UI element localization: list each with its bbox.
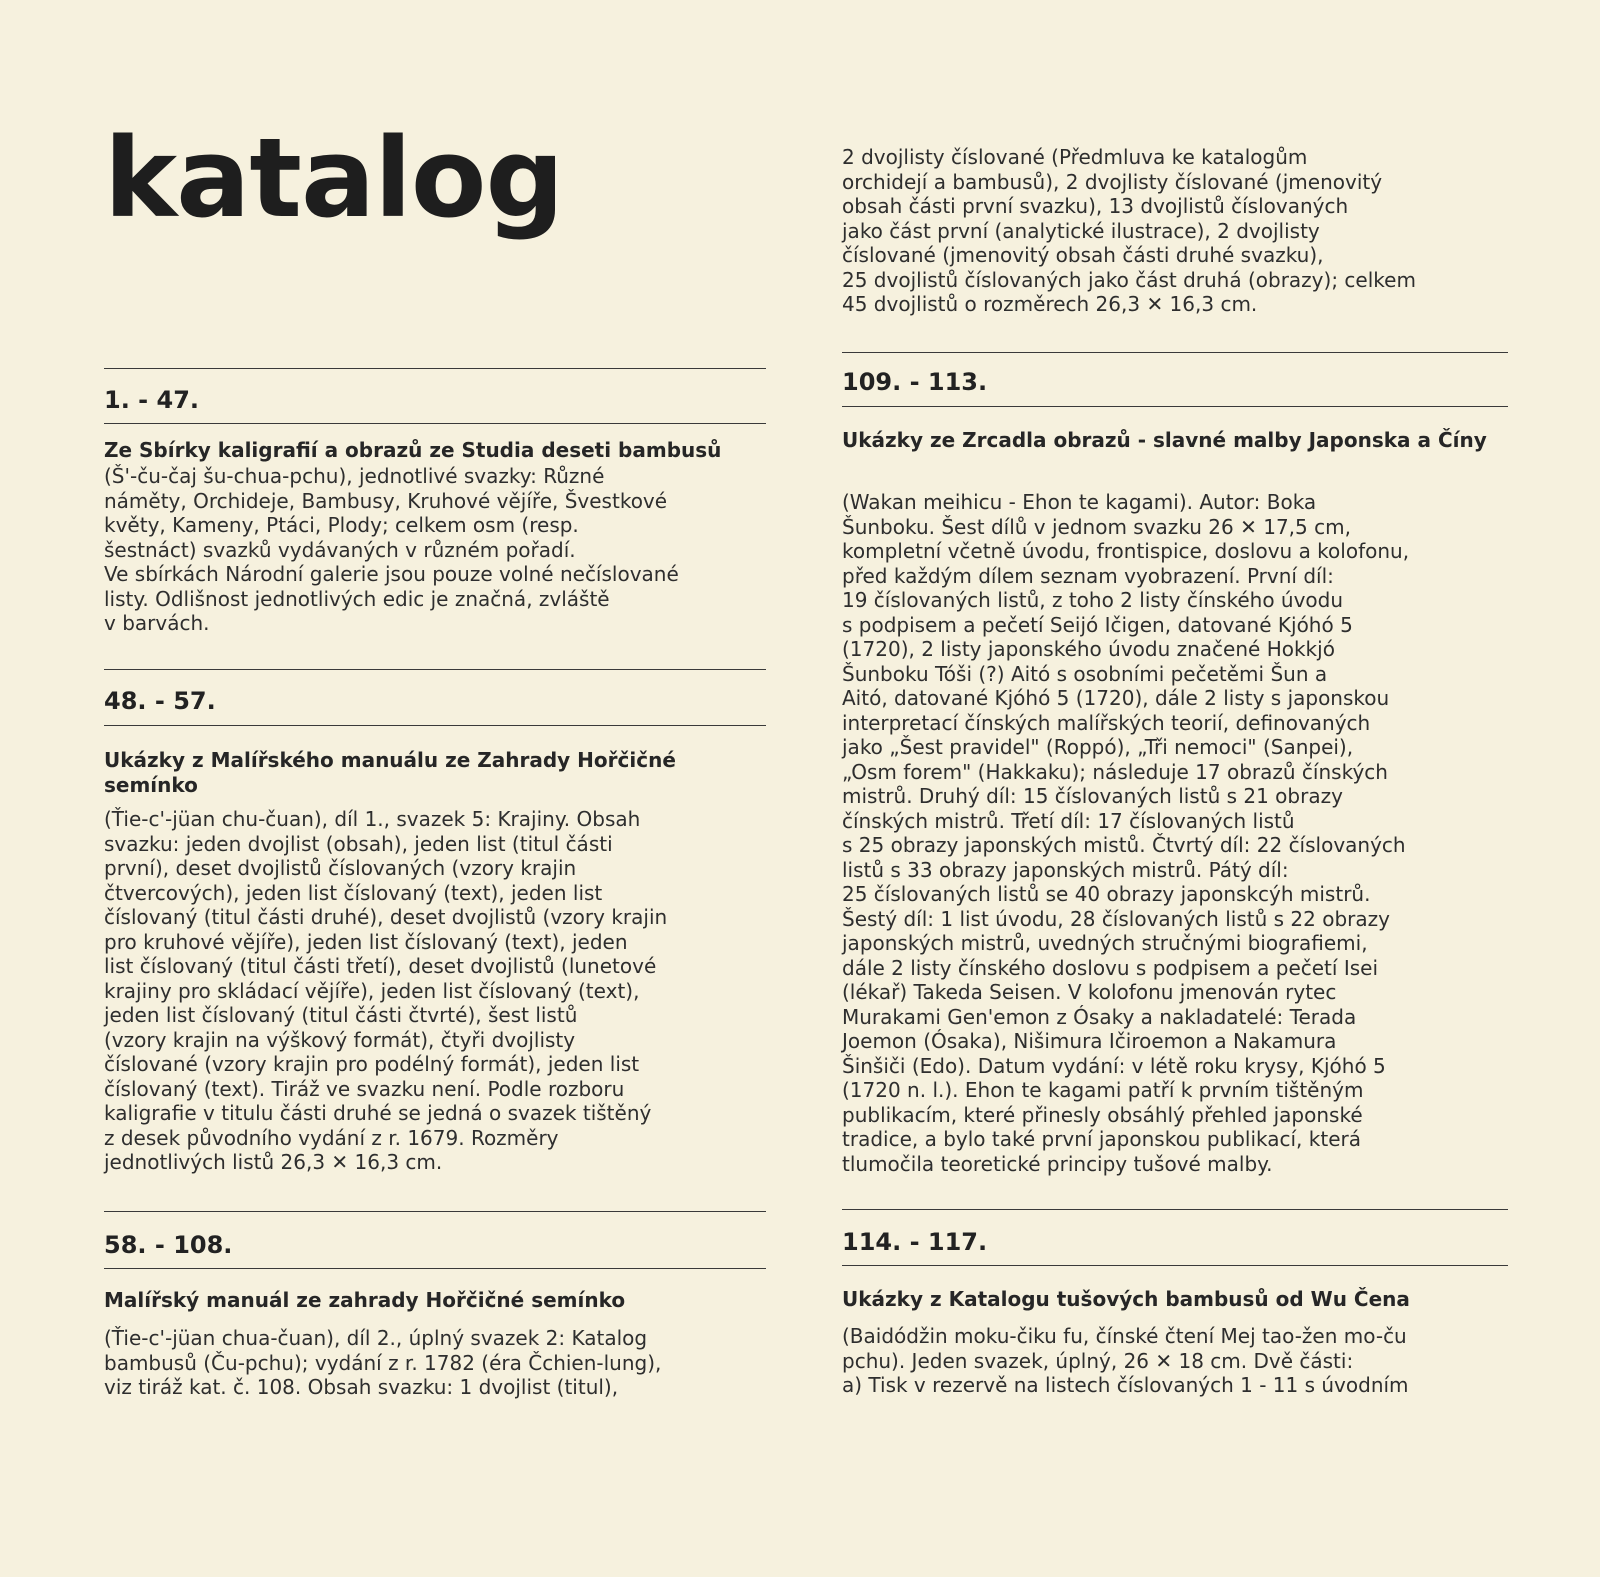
text-line: jako část první (analytické ilustrace), 2 dvojlisty xyxy=(842,218,1320,243)
text-line: orchidejí a bambusů), 2 dvojlisty číslované (jmenovitý xyxy=(842,169,1383,194)
section-number: 114. - 117. xyxy=(842,1228,988,1256)
text-line: jeden list číslovaný (titul části čtvrté), šest listů xyxy=(104,1003,578,1027)
section-number: 1. - 47. xyxy=(104,386,200,414)
text-line: Šunboku. Šest dílů v jednom svazku 26 ✕ 17,5 cm, xyxy=(842,514,1351,539)
text-line: (1720), 2 listy japonského úvodu značené Hokkjó xyxy=(842,637,1335,661)
text-line: Šinšiči (Edo). Datum vydání: v létě roku krysy, Kjóhó 5 xyxy=(842,1053,1386,1078)
text-line: (Š'-ču-čaj šu-chua-pchu), jednotlivé svazky: Různé xyxy=(104,464,605,488)
text-line: kompletní včetně úvodu, frontispice, doslovu a kolofonu, xyxy=(842,539,1410,563)
text-line: 2 dvojlisty číslované (Předmluva ke katalogům xyxy=(842,145,1308,169)
section-text xyxy=(104,807,766,1175)
text-line: japonských mistrů, uvedných stručnými biografiemi, xyxy=(842,931,1368,955)
section-text xyxy=(104,1326,766,1400)
section-heading: Ukázky z Malířského manuálu ze Zahrady Hořčičné semínko xyxy=(104,748,676,797)
text-line: jako „Šest pravidel" (Roppó), „Tři nemoci" (Sanpei), xyxy=(842,735,1354,759)
text-line: 25 číslovaných listů se 40 obrazy japonskcýh mistrů. xyxy=(842,882,1371,906)
text-line: dále 2 listy čínského doslovu s podpisem a pečetí Isei xyxy=(842,955,1378,980)
text-line: číslovaný (titul části druhé), deset dvojlistů (vzory krajin xyxy=(104,905,668,929)
text-line: (Ťie-c'-jüan chua-čuan), díl 2., úplný svazek 2: Katalog xyxy=(104,1326,648,1350)
text-line: před každým dílem seznam vyobrazení. První díl: xyxy=(842,563,1334,588)
text-line: mistrů. Druhý díl: 15 číslovaných listů s 21 obrazy xyxy=(842,784,1343,808)
section-heading: Ze Sbírky kaligrafií a obrazů ze Studia deseti bambusů xyxy=(104,438,722,462)
text-line: kaligrafie v titulu části druhé se jedná o svazek tištěný xyxy=(104,1101,652,1125)
divider xyxy=(104,1268,766,1269)
section-text xyxy=(842,1324,1508,1398)
divider xyxy=(104,1211,766,1212)
text-line: Šestý díl: 1 list úvodu, 28 číslovaných listů s 22 obrazy xyxy=(842,906,1390,931)
text-line: číslovaný (text). Tiráž ve svazku není. Podle rozboru xyxy=(104,1076,625,1101)
text-line: svazku: jeden dvojlist (obsah), jeden list (titul části xyxy=(104,831,613,856)
text-line: Aitó, datované Kjóhó 5 (1720), dále 2 listy s japonskou xyxy=(842,686,1390,710)
divider xyxy=(842,406,1508,407)
text-line: náměty, Orchideje, Bambusy, Kruhové vějíře, Švestkové xyxy=(104,488,668,513)
divider xyxy=(842,352,1508,353)
divider xyxy=(104,368,766,369)
text-line: pchu). Jeden svazek, úplný, 26 ✕ 18 cm. Dvě části: xyxy=(842,1348,1354,1373)
section-number: 48. - 57. xyxy=(104,687,216,715)
text-line: tradice, a bylo také první japonskou publikací, která xyxy=(842,1127,1361,1151)
text-line: Šunboku Tóši (?) Aitó s osobními pečetěmi Šun a xyxy=(842,661,1328,686)
text-line: obsah části první svazku), 13 dvojlistů číslovaných xyxy=(842,194,1349,218)
text-line: (1720 n. l.). Ehon te kagami patří k prvním tištěným xyxy=(842,1078,1364,1102)
text-line: 19 číslovaných listů, z toho 2 listy čínského úvodu xyxy=(842,588,1344,612)
text-line: jednotlivých listů 26,3 ✕ 16,3 cm. xyxy=(104,1150,443,1174)
text-line: krajiny pro skládací vějíře), jeden list číslovaný (text), xyxy=(104,978,640,1003)
text-line: Ve sbírkách Národní galerie jsou pouze volné nečíslované xyxy=(104,562,679,586)
page-title: katalog xyxy=(104,114,564,242)
text-line: první), deset dvojlistů číslovaných (vzory krajin xyxy=(104,856,577,880)
section-heading: Malířský manuál ze zahrady Hořčičné semínko xyxy=(104,1288,626,1312)
text-line: (lékař) Takeda Seisen. V kolofonu jmenován rytec xyxy=(842,980,1337,1004)
text-line: čínských mistrů. Třetí díl: 17 číslovaných listů xyxy=(842,808,1295,833)
text-line: 25 dvojlistů číslovaných jako část druhá (obrazy); celkem xyxy=(842,267,1416,292)
text-line: s 25 obrazy japonských mistů. Čtvrtý díl: 22 číslovaných xyxy=(842,833,1406,857)
text-line: Joemon (Ósaka), Nišimura Ičiroemon a Nakamura xyxy=(842,1029,1337,1053)
text-line: interpretací čínských malířských teorií, definovaných xyxy=(842,710,1371,735)
text-line: s podpisem a pečetí Seijó Ičigen, datované Kjóhó 5 xyxy=(842,612,1353,637)
text-line: Murakami Gen'emon z Ósaky a nakladatelé: Terada xyxy=(842,1004,1357,1029)
text-line: tlumočila teoretické principy tušové malby. xyxy=(842,1151,1273,1176)
text-line: šestnáct) svazků vydávaných v různém pořadí. xyxy=(104,537,576,562)
section-text xyxy=(842,490,1508,1176)
text-line: bambusů (Ču-pchu); vydání z r. 1782 (éra Čchien-lung), xyxy=(104,1350,662,1375)
divider xyxy=(842,1265,1508,1266)
text-line: „Osm forem" (Hakkaku); následuje 17 obrazů čínských xyxy=(842,759,1388,784)
section-heading: Ukázky z Katalogu tušových bambusů od Wu Čena xyxy=(842,1287,1410,1311)
text-line: listy. Odlišnost jednotlivých edic je značná, zvláště xyxy=(104,586,610,611)
text-line: čtvercových), jeden list číslovaný (text), jeden list xyxy=(104,880,603,905)
continued-text xyxy=(842,145,1508,317)
divider xyxy=(104,423,766,424)
text-line: (Wakan meihicu - Ehon te kagami). Autor: Boka xyxy=(842,490,1317,514)
text-line: z desek původního vydání z r. 1679. Rozměry xyxy=(104,1125,559,1150)
divider xyxy=(104,669,766,670)
text-line: listů s 33 obrazy japonských mistrů. Pátý díl: xyxy=(842,857,1289,882)
text-line: 45 dvojlistů o rozměrech 26,3 ✕ 16,3 cm. xyxy=(842,292,1258,316)
text-line: a) Tisk v rezervě na listech číslovaných 1 - 11 s úvodním xyxy=(842,1373,1409,1397)
text-line: list číslovaný (titul části třetí), deset dvojlistů (lunetové xyxy=(104,954,657,978)
section-number: 109. - 113. xyxy=(842,368,988,396)
divider xyxy=(842,1209,1508,1210)
text-line: v barvách. xyxy=(104,611,210,635)
text-line: květy, Kameny, Ptáci, Plody; celkem osm (resp. xyxy=(104,513,579,537)
text-line: (Baidódžin moku-čiku fu, čínské čtení Mej tao-žen mo-ču xyxy=(842,1324,1407,1348)
text-line: (vzory krajin na výškový formát), čtyři dvojlisty xyxy=(104,1027,576,1052)
section-text xyxy=(104,464,766,636)
section-heading: Ukázky ze Zrcadla obrazů - slavné malby Japonska a Číny xyxy=(842,428,1487,452)
text-line: publikacím, které přinesly obsáhlý přehled japonské xyxy=(842,1102,1363,1127)
text-line: číslované (jmenovitý obsah části druhé svazku), xyxy=(842,243,1324,267)
divider xyxy=(104,725,766,726)
text-line: (Ťie-c'-jüan chu-čuan), díl 1., svazek 5: Krajiny. Obsah xyxy=(104,807,641,831)
text-line: pro kruhové vějíře), jeden list číslovaný (text), jeden xyxy=(104,929,628,954)
text-line: viz tiráž kat. č. 108. Obsah svazku: 1 dvojlist (titul), xyxy=(104,1375,619,1399)
section-number: 58. - 108. xyxy=(104,1231,233,1259)
text-line: číslované (vzory krajin pro podélný formát), jeden list xyxy=(104,1052,640,1076)
